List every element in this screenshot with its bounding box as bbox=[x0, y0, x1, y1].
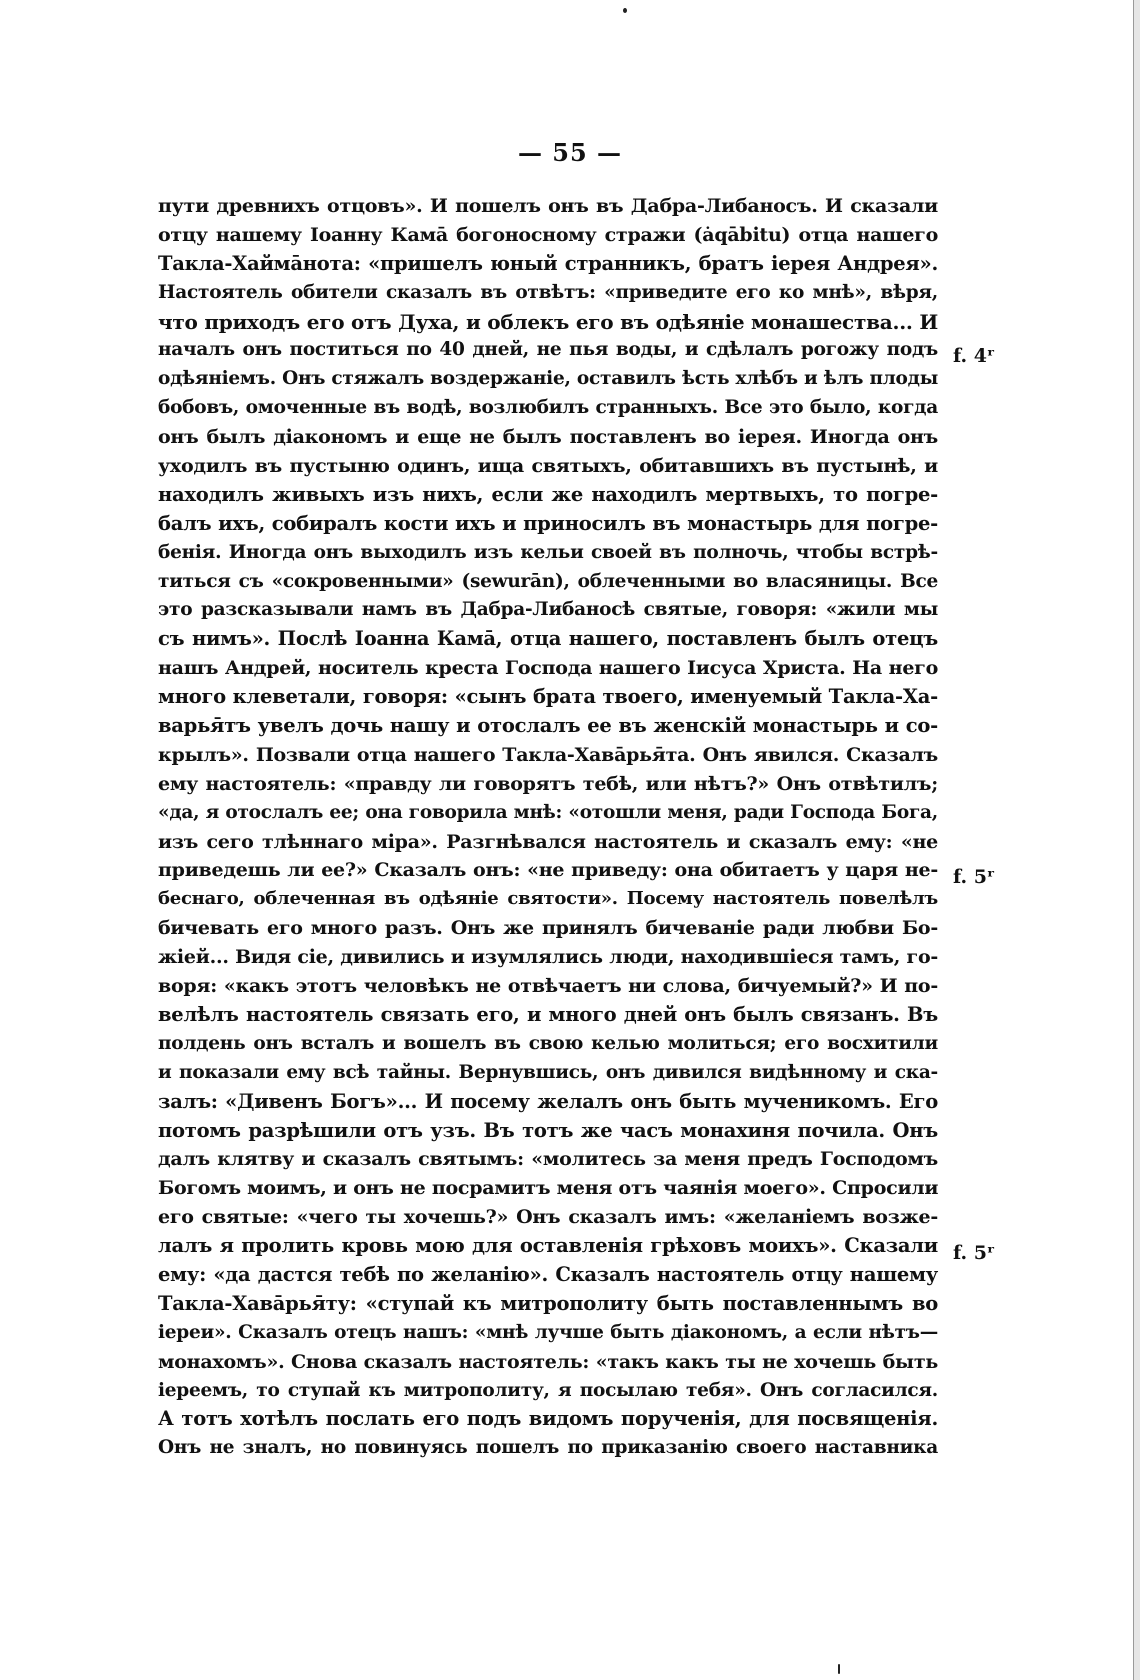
text-line: варья̄тъ увелъ дочь нашу и отослалъ ее въ женскій монастырь и со- bbox=[158, 714, 938, 738]
text-line: одѣяніемъ. Онъ стяжалъ воздержаніе, оставилъ ѣсть хлѣбъ и ѣлъ плоды bbox=[158, 368, 938, 390]
text-line: бичевать его много разъ. Онъ же принялъ бичеваніе ради любви Бо- bbox=[158, 917, 938, 940]
text-line: велѣлъ настоятель связать его, и много дней онъ былъ связанъ. Въ bbox=[158, 1002, 938, 1026]
text-line: іереемъ, то ступай къ митрополиту, я посылаю тебя». Онъ согласился. bbox=[158, 1379, 938, 1401]
scan-page-edge bbox=[1133, 0, 1140, 1680]
text-line: Такла-Хаймāнота: «пришелъ юный странникъ, братъ іерея Андрея». bbox=[158, 251, 938, 275]
text-line: далъ клятву и сказалъ святымъ: «молитесь за меня предъ Господомъ bbox=[158, 1148, 938, 1171]
text-line: крылъ». Позвали отца нашего Такла-Хава̄рья̄та. Онъ явился. Сказалъ bbox=[158, 743, 938, 766]
text-line: съ нимъ». Послѣ Іоанна Кама̄, отца нашего, поставленъ былъ отецъ bbox=[158, 627, 938, 651]
body-text bbox=[158, 192, 938, 1463]
text-line: воря: «какъ этотъ человѣкъ не отвѣчаетъ ни слова, бичуемый?» И по- bbox=[158, 975, 938, 998]
text-line: «да, я отослалъ ее; она говорила мнѣ: «отошли меня, ради Господа Бога, bbox=[158, 801, 938, 823]
text-line: титься съ «сокровенными» (sewurān), облеченными во власяницы. Все bbox=[158, 570, 938, 592]
text-line: приведешь ли ее?» Сказалъ онъ: «не приведу: она обитаетъ у царя не- bbox=[158, 859, 938, 882]
text-line: Такла-Хава̄рья̄ту: «ступай къ митрополиту быть поставленнымъ во bbox=[158, 1291, 938, 1315]
text-line: залъ: «Дивенъ Богъ»... И посему желалъ онъ быть мученикомъ. Его bbox=[158, 1089, 938, 1113]
text-line: что приходъ его отъ Духа, и облекъ его въ одѣяніе монашества... И bbox=[158, 309, 938, 334]
text-line: балъ ихъ, собиралъ кости ихъ и приносилъ въ монастырь для погре- bbox=[158, 511, 938, 535]
text-line: ему: «да дастся тебѣ по желанію». Сказалъ настоятель отцу нашему bbox=[158, 1262, 938, 1286]
scan-speck bbox=[623, 8, 627, 13]
text-line: іереи». Сказалъ отецъ нашъ: «мнѣ лучше быть діакономъ, а если нѣтъ— bbox=[158, 1321, 938, 1343]
text-line: бобовъ, омоченные въ водѣ, возлюбилъ странныхъ. Все это было, когда bbox=[158, 397, 938, 419]
text-line: уходилъ въ пустыню одинъ, ища святыхъ, обитавшихъ въ пустынѣ, и bbox=[158, 455, 938, 478]
text-line: началъ онъ поститься по 40 дней, не пья воды, и сдѣлалъ рогожу подъ bbox=[158, 339, 938, 361]
text-line: ему настоятель: «правду ли говорятъ тебѣ, или нѣтъ?» Онъ отвѣтилъ; bbox=[158, 772, 938, 795]
folio-marker: f. 5ʳ bbox=[953, 866, 995, 888]
folio-marker: f. 5ʳ bbox=[953, 1242, 995, 1264]
text-line: полдень онъ всталъ и вошелъ въ свою келью молиться; его восхитили bbox=[158, 1032, 938, 1054]
text-line: лалъ я пролить кровь мою для оставленія грѣховъ моихъ». Сказали bbox=[158, 1234, 938, 1258]
text-line: находилъ живыхъ изъ нихъ, если же находилъ мертвыхъ, то погре- bbox=[158, 482, 938, 506]
page-number: — 55 — bbox=[517, 138, 623, 167]
text-line: пути древнихъ отцовъ». И пошелъ онъ въ Дабра-Либаносъ. И сказали bbox=[158, 195, 938, 217]
scan-speck bbox=[838, 1664, 840, 1674]
text-line: Онъ не зналъ, но повинуясь пошелъ по приказанію своего наставника bbox=[158, 1437, 938, 1459]
text-line: жіей... Видя сіе, дивились и изумлялись люди, находившіеся тамъ, го- bbox=[158, 946, 938, 969]
folio-marker: f. 4ʳ bbox=[953, 345, 995, 367]
text-line: потомъ разрѣшили отъ узъ. Въ тотъ же часъ монахиня почила. Онъ bbox=[158, 1118, 938, 1142]
text-line: бенія. Иногда онъ выходилъ изъ кельи своей въ полночь, чтобы встрѣ- bbox=[158, 541, 938, 563]
text-line: беснаго, облеченная въ одѣяніе святости». Посему настоятель повелѣлъ bbox=[158, 888, 938, 910]
text-line: монахомъ». Снова сказалъ настоятель: «такъ какъ ты не хочешь быть bbox=[158, 1350, 938, 1373]
text-line: онъ былъ діакономъ и еще не былъ поставленъ во іерея. Иногда онъ bbox=[158, 426, 938, 449]
text-line: изъ сего тлѣннаго міра». Разгнѣвался настоятель и сказалъ ему: «не bbox=[158, 830, 938, 853]
text-line: его святые: «чего ты хочешь?» Онъ сказалъ имъ: «желаніемъ возже- bbox=[158, 1206, 938, 1229]
text-line: отцу нашему Іоанну Кама̄ богоносному стражи (а̇qābitu) отца нашего bbox=[158, 223, 938, 246]
text-line: много клеветали, говоря: «сынъ брата твоего, именуемый Такла-Ха- bbox=[158, 685, 938, 709]
text-line: и показали ему всѣ тайны. Вернувшись, онъ дивился видѣнному и ска- bbox=[158, 1061, 938, 1083]
text-line: А тотъ хотѣлъ послать его подъ видомъ порученія, для посвященія. bbox=[158, 1407, 938, 1431]
text-line: это разсказывали намъ въ Дабра-Либаносѣ святые, говоря: «жили мы bbox=[158, 599, 938, 621]
text-line: нашъ Андрей, носитель креста Господа нашего Іисуса Христа. На него bbox=[158, 657, 938, 680]
text-line: Богомъ моимъ, и онъ не посрамитъ меня отъ чаянія моего». Спросили bbox=[158, 1177, 939, 1200]
text-line: Настоятель обители сказалъ въ отвѣтъ: «приведите его ко мнѣ», вѣря, bbox=[158, 281, 938, 303]
